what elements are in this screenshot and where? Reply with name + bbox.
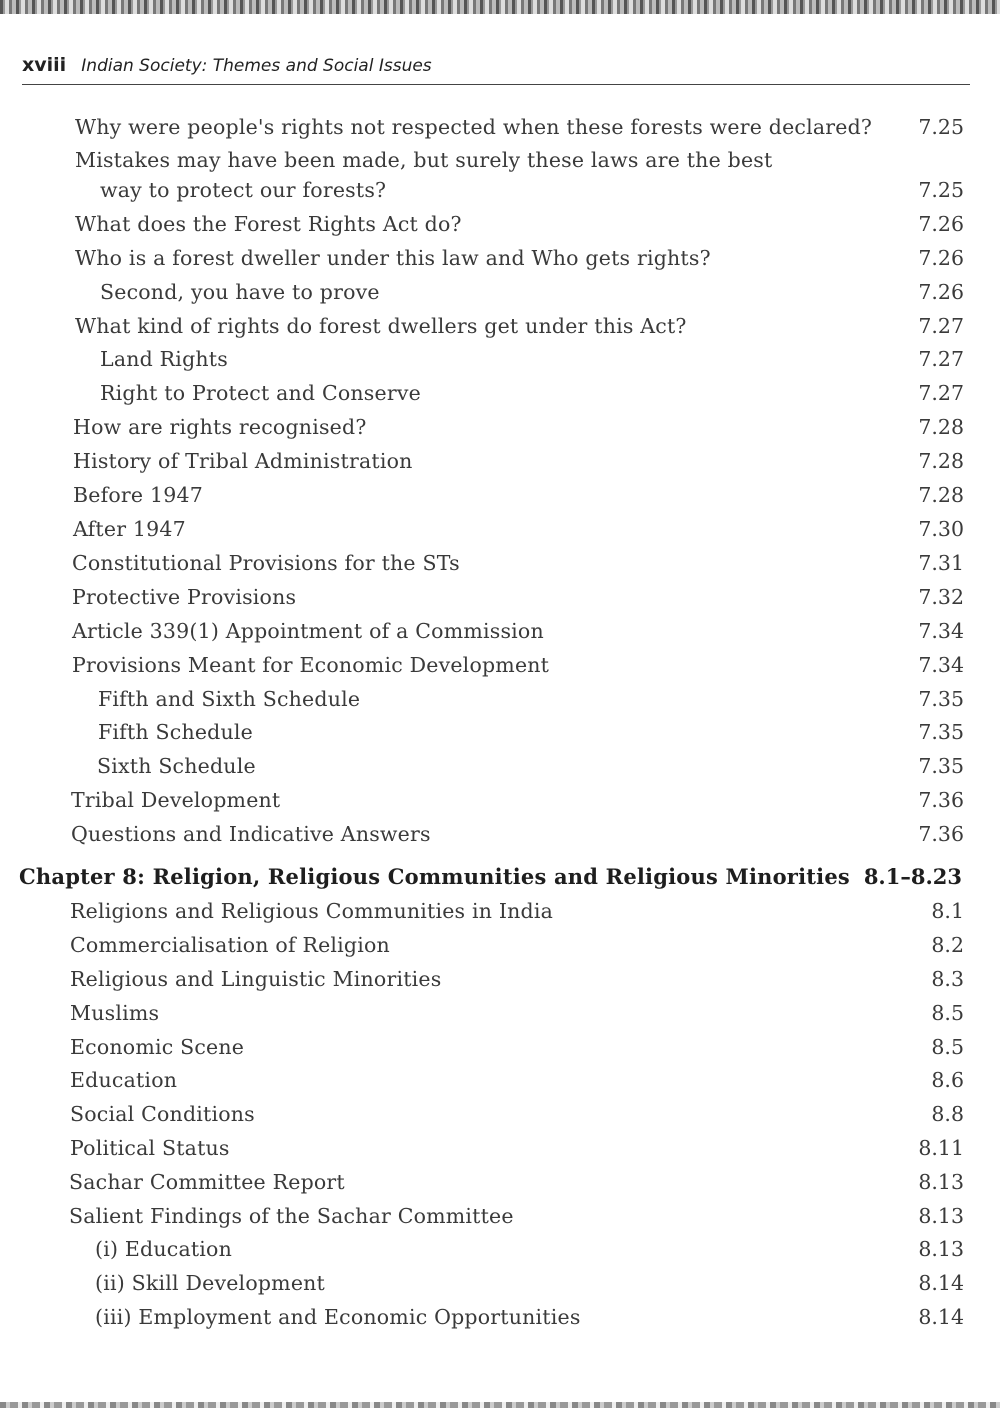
toc-entry — [0, 1132, 1000, 1164]
toc-entry — [0, 1233, 1000, 1265]
toc-entry — [0, 1267, 1000, 1299]
toc-entry — [0, 276, 1000, 308]
toc-entry-page: 8.11 — [918, 1136, 964, 1160]
toc-entry-page: 7.27 — [918, 347, 964, 371]
toc-entry-page: 7.34 — [918, 619, 964, 643]
toc-entry-title: Constitutional Provisions for the STs — [72, 551, 460, 575]
toc-entry — [0, 111, 1000, 143]
toc-entry-page: 8.8 — [931, 1102, 964, 1126]
toc-entry-title: (iii) Employment and Economic Opportunities — [95, 1305, 581, 1329]
toc-entry — [0, 818, 1000, 850]
toc-entry-page: 7.32 — [918, 585, 964, 609]
toc-entry — [0, 377, 1000, 409]
toc-entry — [0, 929, 1000, 961]
toc-entry-title: Right to Protect and Conserve — [100, 381, 421, 405]
toc-entry — [0, 208, 1000, 240]
toc-entry-title: Land Rights — [100, 347, 228, 371]
toc-entry — [0, 683, 1000, 715]
toc-entry-page: 7.25 — [918, 178, 964, 202]
toc-entry — [0, 174, 1000, 206]
toc-entry-title: Questions and Indicative Answers — [71, 822, 431, 846]
toc-entry-title: Religions and Religious Communities in India — [70, 899, 554, 923]
toc-entry — [0, 997, 1000, 1029]
toc-entry-page: 8.13 — [918, 1204, 964, 1228]
toc-entry-page: 8.13 — [918, 1237, 964, 1261]
toc-entry-title: Who is a forest dweller under this law and Who gets rights? — [75, 246, 711, 270]
toc-entry-page: 7.25 — [918, 115, 964, 139]
toc-entry-title: Economic Scene — [70, 1035, 245, 1059]
toc-entry — [0, 1200, 1000, 1232]
toc-entry — [0, 963, 1000, 995]
toc-entry-page: 7.35 — [918, 720, 964, 744]
toc-entry-title: Provisions Meant for Economic Development — [72, 653, 550, 677]
toc-entry-title: Salient Findings of the Sachar Committee — [69, 1204, 514, 1228]
toc-entry-page: 7.27 — [918, 381, 964, 405]
page-number: xviii — [22, 54, 67, 76]
toc-entry — [0, 895, 1000, 927]
toc-entry — [0, 784, 1000, 816]
toc-entry-title: Article 339(1) Appointment of a Commission — [72, 619, 544, 643]
toc-entry-title: Commercialisation of Religion — [70, 933, 390, 957]
toc-entry-title: Sachar Committee Report — [69, 1170, 345, 1194]
toc-entry-title: Religious and Linguistic Minorities — [70, 967, 442, 991]
toc-entry-page: 7.26 — [918, 246, 964, 270]
toc-entry-page: 7.27 — [918, 314, 964, 338]
toc-entry-title: What does the Forest Rights Act do? — [75, 212, 462, 236]
toc-entry-title: Fifth and Sixth Schedule — [98, 687, 361, 711]
toc-entry-title: Sixth Schedule — [97, 754, 256, 778]
book-title: Indian Society: Themes and Social Issues — [81, 56, 432, 76]
toc-entry-page: 7.30 — [918, 517, 964, 541]
toc-entry-title: Second, you have to prove — [100, 280, 380, 304]
toc-entry-page: 7.28 — [918, 483, 964, 507]
toc-entry-page: 8.5 — [931, 1035, 964, 1059]
toc-entry-title: Fifth Schedule — [98, 720, 253, 744]
toc-entry-page: 7.36 — [918, 822, 964, 846]
toc-entry-page: 7.35 — [918, 754, 964, 778]
toc-entry — [0, 750, 1000, 782]
toc-entry — [0, 649, 1000, 681]
toc-entry — [0, 513, 1000, 545]
bottom-decorative-border — [0, 1402, 1000, 1408]
toc-entry-page: 8.2 — [931, 933, 964, 957]
toc-entry-page: 7.31 — [918, 551, 964, 575]
toc-entry-title: Tribal Development — [71, 788, 281, 812]
toc-entry-title: Before 1947 — [73, 483, 203, 507]
toc-entry-title: Mistakes may have been made, but surely these laws are the best — [75, 148, 773, 172]
toc-entry-title: Protective Provisions — [72, 585, 297, 609]
toc-entry — [0, 1031, 1000, 1063]
toc-entry-page: 7.26 — [918, 280, 964, 304]
toc-entry-page: 7.36 — [918, 788, 964, 812]
toc-entry — [0, 1098, 1000, 1130]
running-header — [22, 54, 970, 85]
toc-entry — [0, 1064, 1000, 1096]
toc-entry-page: 7.26 — [918, 212, 964, 236]
toc-entry — [0, 445, 1000, 477]
toc-entry — [0, 1166, 1000, 1198]
toc-entry-page: 8.14 — [918, 1305, 964, 1329]
toc-entry-page: 7.34 — [918, 653, 964, 677]
toc-entry-title: How are rights recognised? — [73, 415, 367, 439]
toc-entry-page: 7.28 — [918, 449, 964, 473]
toc-entry-title: Muslims — [70, 1001, 160, 1025]
toc-entry-title: Social Conditions — [70, 1102, 255, 1126]
toc-entry-title: What kind of rights do forest dwellers get under this Act? — [75, 314, 687, 338]
toc-entry — [0, 310, 1000, 342]
toc-entry-title: way to protect our forests? — [100, 178, 387, 202]
toc-entry — [0, 242, 1000, 274]
toc-entry — [0, 479, 1000, 511]
toc-entry-title: Political Status — [70, 1136, 230, 1160]
toc-entry — [0, 581, 1000, 613]
toc-entry-page: 8.13 — [918, 1170, 964, 1194]
toc-chapter-heading — [0, 861, 1000, 893]
top-decorative-border — [0, 0, 1000, 14]
toc-entry-page: 7.35 — [918, 687, 964, 711]
toc-entry — [0, 1301, 1000, 1333]
chapter-title: Chapter 8: Religion, Religious Communities and Religious Minorities — [19, 864, 850, 889]
toc-entry-title: After 1947 — [73, 517, 186, 541]
toc-entry-page: 8.1 — [931, 899, 964, 923]
toc-entry — [0, 343, 1000, 375]
toc-entry-page: 8.14 — [918, 1271, 964, 1295]
toc-entry — [0, 547, 1000, 579]
toc-entry-title: Education — [70, 1068, 178, 1092]
toc-entry-title: History of Tribal Administration — [73, 449, 413, 473]
toc-entry-page: 8.5 — [931, 1001, 964, 1025]
toc-entry-title: (ii) Skill Development — [95, 1271, 325, 1295]
toc-entry-page: 8.6 — [931, 1068, 964, 1092]
toc-entry — [0, 716, 1000, 748]
toc-entry-title: (i) Education — [95, 1237, 233, 1261]
toc-entry — [0, 144, 1000, 176]
toc-entry-page: 8.3 — [931, 967, 964, 991]
toc-entry — [0, 411, 1000, 443]
toc-entry — [0, 615, 1000, 647]
toc-entry-page: 7.28 — [918, 415, 964, 439]
toc-entry-title: Why were people's rights not respected when these forests were declared? — [75, 115, 873, 139]
chapter-page-range: 8.1–8.23 — [863, 864, 962, 889]
